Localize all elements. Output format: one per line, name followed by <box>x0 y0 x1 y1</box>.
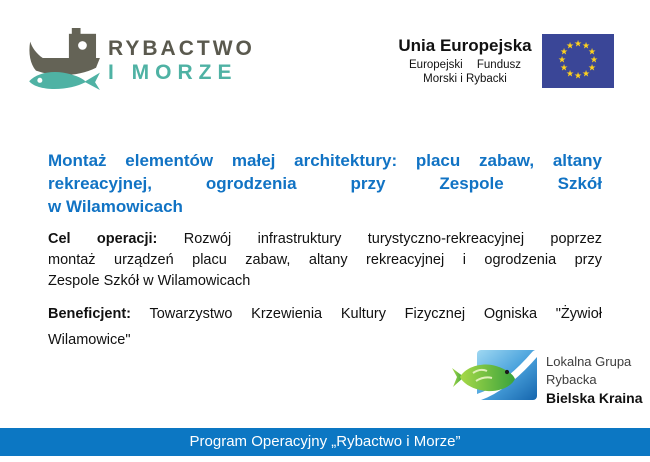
footer-program-bar <box>0 428 650 456</box>
goal-line-3: Zespole Szkół w Wilamowicach <box>48 273 251 289</box>
rybactwo-text: RYBACTWO <box>108 37 255 60</box>
rybactwo-wordmark <box>108 28 255 85</box>
lgr-line-2: Rybacka <box>546 372 597 387</box>
eu-fund-line2: Morski i Rybacki <box>423 73 507 85</box>
lgr-line-3: Bielska Kraina <box>546 390 643 406</box>
eu-star-icon: ★ <box>565 41 575 52</box>
title-line-1: Montaż elementów małej architektury: placu zabaw, altany <box>48 151 602 170</box>
eu-star-icon: ★ <box>581 69 591 80</box>
eu-flag-icon <box>542 34 614 88</box>
eu-fund-line1: Europejski Fundusz <box>409 59 521 71</box>
lgr-fish-emblem-icon <box>451 350 539 402</box>
main-content <box>48 149 602 353</box>
beneficiary-line-1 <box>48 301 602 327</box>
eu-title: Unia Europejska <box>398 36 532 55</box>
title-line-2: rekreacyjnej, ogrodzenia przy Zespole Szkół <box>48 174 602 193</box>
beneficiary-paragraph <box>48 301 602 353</box>
boat-fish-icon <box>28 28 104 90</box>
eu-star-icon: ★ <box>573 71 583 82</box>
beneficiary-line-2: Wilamowice" <box>48 332 131 348</box>
eu-star-icon: ★ <box>589 55 599 66</box>
operation-goal-paragraph <box>48 229 602 292</box>
footer-program-text: Program Operacyjny „Rybactwo i Morze” <box>189 433 461 450</box>
project-title <box>48 149 602 218</box>
goal-line-1 <box>48 229 602 250</box>
rybactwo-morze-logo <box>28 28 255 90</box>
eu-star-icon: ★ <box>573 39 583 50</box>
beneficiary-label: Beneficjent: <box>48 306 131 322</box>
goal-text-1: Rozwój infrastruktury turystyczno-rekreacyjnej poprzez <box>183 231 603 247</box>
title-line-3: w Wilamowicach <box>48 197 183 216</box>
lgr-bielska-kraina-logo <box>451 350 643 407</box>
eu-star-icon: ★ <box>559 47 569 58</box>
eu-funding-logo <box>398 34 614 88</box>
eu-star-icon: ★ <box>559 63 569 74</box>
eu-text-block <box>398 34 532 85</box>
eu-star-icon: ★ <box>557 55 567 66</box>
lgr-line-1: Lokalna Grupa <box>546 354 632 369</box>
goal-label: Cel operacji: <box>48 231 158 247</box>
lgr-text-block <box>546 350 643 407</box>
eu-star-icon: ★ <box>587 63 597 74</box>
beneficiary-text-1: Towarzystwo Krzewienia Kultury Fizycznej Ogniska "Żywioł <box>149 306 602 322</box>
goal-line-2: montaż urządzeń placu zabaw, altany rekreacyjnej i ogrodzenia przy <box>48 252 602 268</box>
eu-star-icon: ★ <box>587 47 597 58</box>
eu-star-icon: ★ <box>581 41 591 52</box>
i-morze-text: I MORZE <box>108 61 238 84</box>
eu-star-icon: ★ <box>565 69 575 80</box>
